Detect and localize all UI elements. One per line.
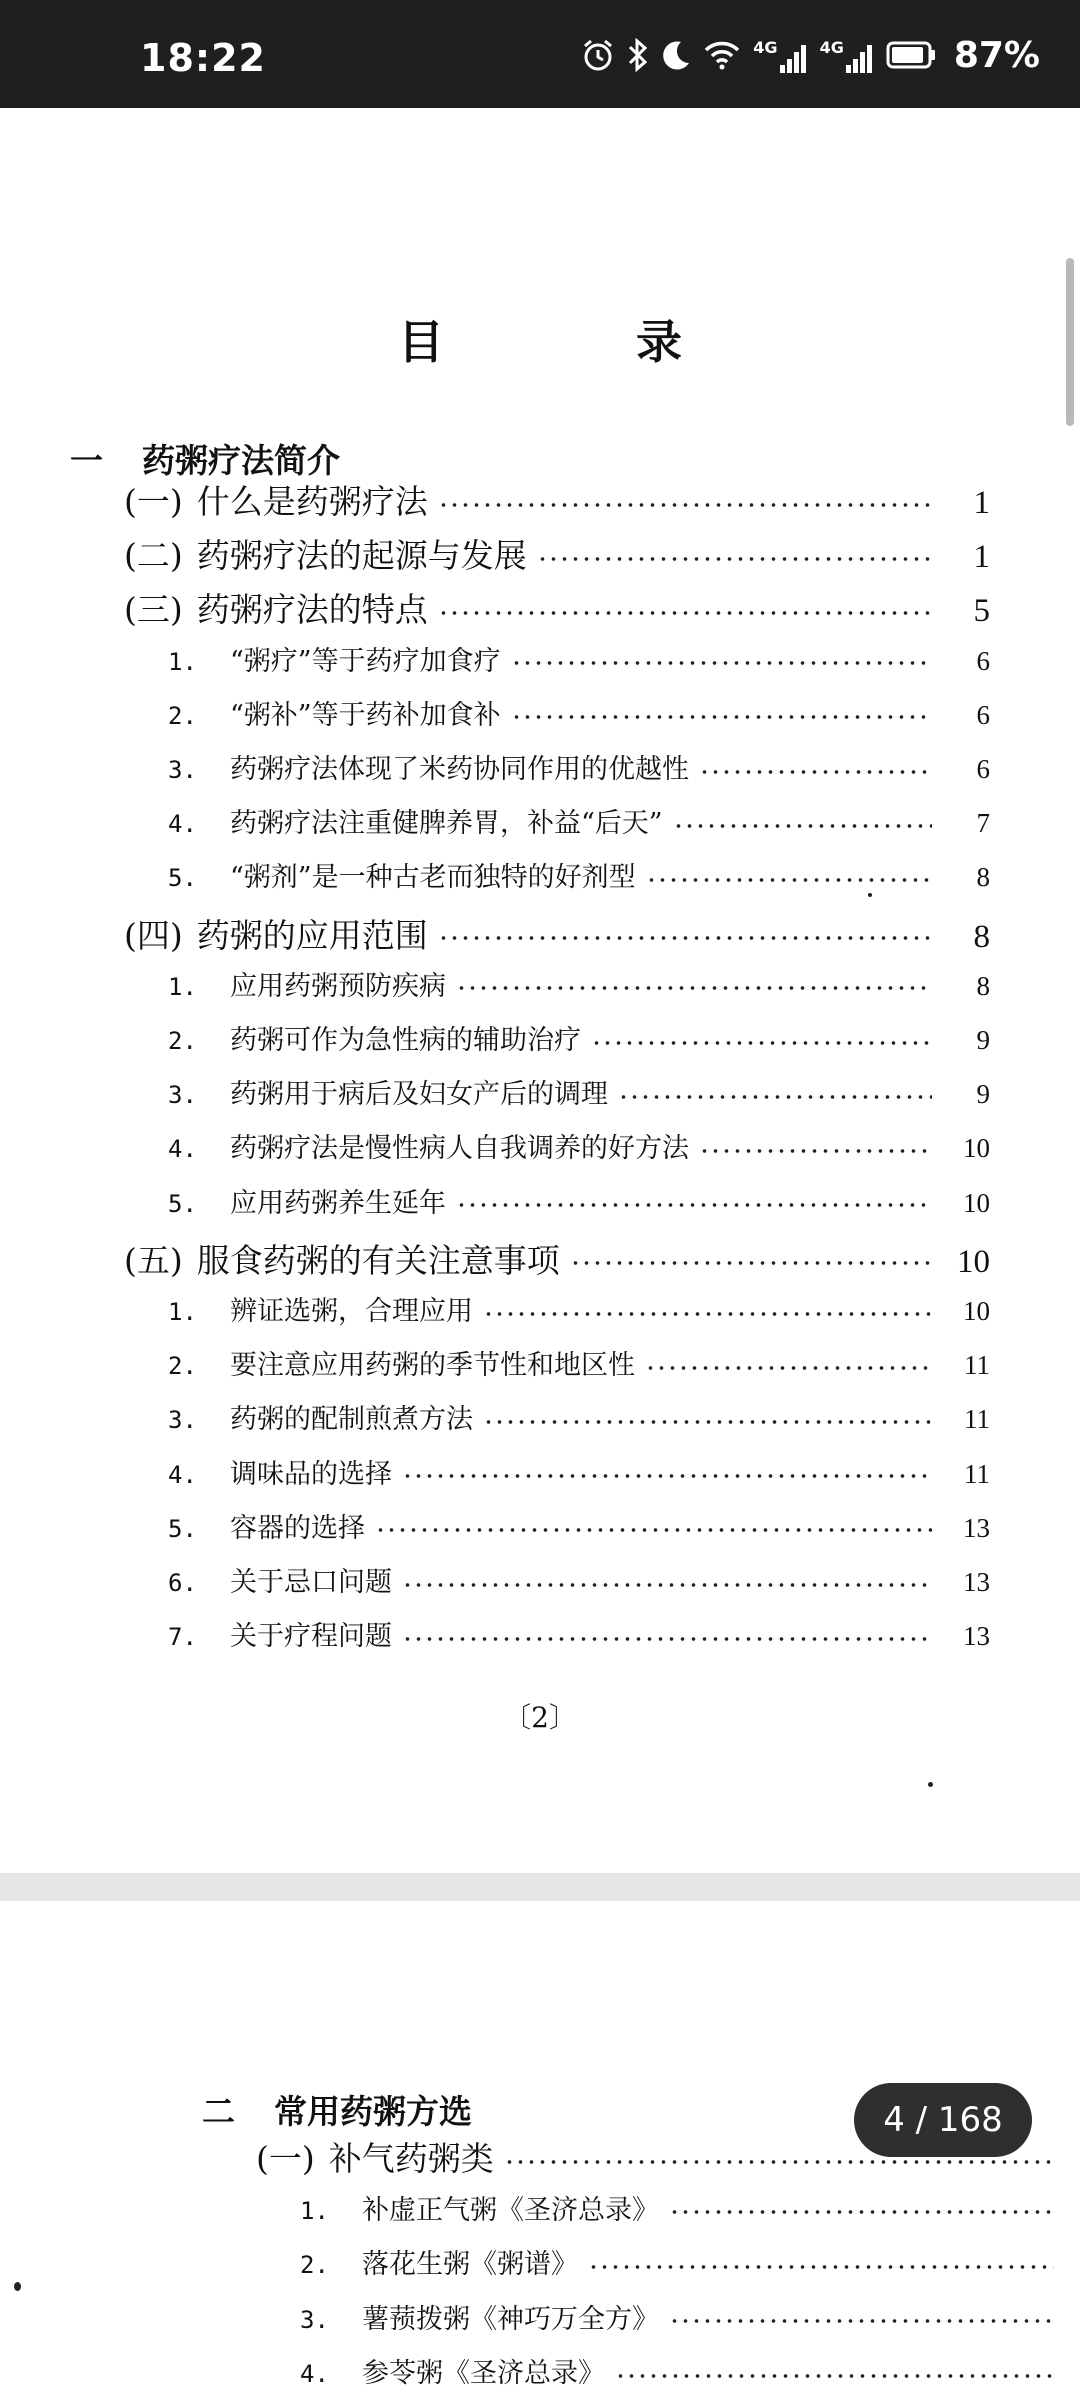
scan-speck <box>14 2282 21 2291</box>
dot-leader <box>615 2374 1054 2378</box>
toc-entry[interactable] <box>168 1181 990 1220</box>
toc-entry-label: 应用药粥预防疾病 <box>230 970 446 1002</box>
toc-entry-number: (一) <box>256 2139 315 2178</box>
toc-entry-label: “粥补”等于药补加食补 <box>230 699 501 731</box>
page-number: 〔2〕 <box>503 1701 577 1734</box>
toc-entry-number: 2. <box>168 1027 197 1055</box>
dot-leader <box>618 1095 932 1099</box>
toc-entry[interactable] <box>168 639 990 678</box>
toc-entry[interactable] <box>168 1560 990 1599</box>
toc-entry-number: 1. <box>168 1298 197 1326</box>
toc-entry[interactable] <box>168 1126 990 1165</box>
toc-entry-number: 3. <box>300 2305 329 2334</box>
toc-entry-number: 1. <box>168 647 197 676</box>
toc-entry-page: 10 <box>963 1133 990 1164</box>
dot-leader <box>591 1041 932 1045</box>
toc-entry-number: 4. <box>168 1135 197 1164</box>
dot-leader <box>402 1474 932 1478</box>
toc-entry[interactable] <box>168 693 990 732</box>
toc-entry[interactable] <box>168 1289 990 1328</box>
toc-entry-page: 11 <box>964 1458 990 1489</box>
toc-entry-number: 4. <box>168 810 197 839</box>
toc-entry-number: 2. <box>168 701 197 730</box>
toc-entry-page: 9 <box>976 1025 990 1055</box>
toc-entry[interactable] <box>168 1614 990 1653</box>
toc-entry-page: 10 <box>957 1243 990 1280</box>
pdf-page[interactable] <box>0 108 1080 1873</box>
toc-entry-number: (四) <box>124 915 183 955</box>
toc-entry[interactable] <box>168 747 990 786</box>
toc-entry[interactable] <box>124 910 990 957</box>
toc-entry-label: 药粥疗法是慢性病人自我调养的好方法 <box>230 1133 689 1165</box>
scan-speck <box>868 893 872 897</box>
toc-entry-label: 药粥的配制煎煮方法 <box>230 1404 473 1436</box>
scan-speck <box>928 1782 933 1787</box>
signal-4g-icon: 4G <box>820 38 874 73</box>
toc-entry-page: 1 <box>973 485 990 521</box>
toc-entry[interactable] <box>168 1452 990 1491</box>
dot-leader <box>645 1366 932 1370</box>
dot-leader <box>511 715 932 719</box>
toc-entry-label: “粥疗”等于药疗加食疗 <box>230 645 501 677</box>
section-heading <box>202 2086 472 2133</box>
status-bar <box>0 0 1080 108</box>
toc-entry[interactable] <box>300 2242 1064 2281</box>
dot-leader <box>438 503 932 507</box>
dot-leader <box>669 2210 1054 2214</box>
toc-entry-page: 6 <box>976 699 990 730</box>
toc-entry-label: 药粥疗法体现了米药协同作用的优越性 <box>230 754 689 785</box>
toc-entry-label: 容器的选择 <box>230 1512 365 1544</box>
toc-entry-number: 5. <box>168 1514 197 1543</box>
toc-entry-page: 5 <box>973 593 990 630</box>
page-title: 目 录 <box>397 315 770 369</box>
toc-entry-page: 13 <box>963 1567 990 1597</box>
dot-leader <box>673 824 932 828</box>
toc-entry-label: 应用药粥养生延年 <box>230 1187 446 1219</box>
dot-leader <box>438 611 932 615</box>
dot-leader <box>402 1583 932 1587</box>
toc-entry-number: 6. <box>168 1569 197 1597</box>
toc-entry-number: 4. <box>168 1460 197 1489</box>
toc-entry-number: (二) <box>124 536 183 576</box>
dot-leader <box>588 2265 1054 2269</box>
battery-icon <box>886 40 936 70</box>
scrollbar-thumb[interactable] <box>1066 258 1074 426</box>
toc-entry-label: 补虚正气粥《圣济总录》 <box>362 2194 659 2226</box>
toc-entry-number: 5. <box>168 864 197 893</box>
toc-entry-number: (一) <box>124 482 183 521</box>
toc-entry-label: 调味品的选择 <box>230 1458 392 1490</box>
signal-4g-icon: 4G <box>753 38 807 73</box>
dot-leader <box>438 936 932 940</box>
toc-entry[interactable] <box>168 1506 990 1545</box>
section-title: 常用药粥方选 <box>274 2092 472 2131</box>
toc-entry-label: 关于忌口问题 <box>230 1567 392 1598</box>
toc-entry-label: 药粥疗法的特点 <box>196 590 428 630</box>
toc-entry-label: “粥剂”是一种古老而独特的好剂型 <box>230 862 636 894</box>
toc-entry-label: 落花生粥《粥谱》 <box>362 2249 578 2280</box>
toc-entry-page: 6 <box>976 754 990 784</box>
toc-entry-number: (五) <box>124 1240 183 1280</box>
bluetooth-icon <box>627 38 649 72</box>
toc-entry-label: 参苓粥《圣济总录》 <box>362 2358 605 2389</box>
dot-leader <box>537 557 932 561</box>
toc-entry-number: (三) <box>124 590 183 630</box>
dot-leader <box>570 1261 932 1265</box>
toc-entry[interactable] <box>168 1018 990 1057</box>
toc-entry-label: 服食药粥的有关注意事项 <box>196 1240 560 1280</box>
toc-entry-label: 辨证选粥，合理应用 <box>230 1296 473 1327</box>
toc-entry[interactable] <box>300 2297 1064 2336</box>
wifi-icon <box>703 39 741 71</box>
toc-entry-number: 1. <box>300 2196 329 2225</box>
dot-leader <box>669 2319 1054 2323</box>
do-not-disturb-moon-icon <box>661 39 691 71</box>
toc-entry[interactable] <box>168 964 990 1003</box>
toc-entry-number: 3. <box>168 756 197 784</box>
dot-leader <box>402 1637 932 1641</box>
dot-leader <box>483 1420 932 1424</box>
toc-entry-label: 要注意应用药粥的季节性和地区性 <box>230 1350 635 1382</box>
toc-entry-number: 7. <box>168 1623 197 1652</box>
toc-entry-page: 8 <box>973 918 990 955</box>
toc-entry-page: 11 <box>964 1350 990 1381</box>
toc-entry[interactable] <box>300 2351 1064 2390</box>
dot-leader <box>483 1312 932 1316</box>
toc-entry-page: 11 <box>964 1404 990 1435</box>
section-number: 一 <box>70 441 103 480</box>
toc-entry-label: 药粥疗法注重健脾养胃，补益“后天” <box>230 808 663 840</box>
toc-entry-label: 薯蓣拨粥《神巧万全方》 <box>362 2303 659 2335</box>
toc-entry-page: 8 <box>976 970 990 1001</box>
section-heading <box>70 435 340 482</box>
toc-entry[interactable] <box>300 2188 1064 2227</box>
status-icons <box>581 30 1040 80</box>
dot-leader <box>699 1149 932 1153</box>
toc-entry-number: 3. <box>168 1081 197 1110</box>
section-number: 二 <box>202 2092 235 2131</box>
toc-entry-number: 2. <box>168 1352 197 1381</box>
toc-entry-number: 5. <box>168 1189 197 1218</box>
toc-entry-number: 1. <box>168 972 197 1001</box>
toc-entry[interactable] <box>168 1072 990 1111</box>
toc-entry-page: 10 <box>963 1187 990 1218</box>
toc-entry-page: 13 <box>963 1621 990 1652</box>
toc-entry-number: 4. <box>300 2360 329 2388</box>
status-time: 18:22 <box>140 36 266 80</box>
toc-entry-number: 2. <box>300 2251 329 2279</box>
page-separator <box>0 1873 1080 1903</box>
toc-entry[interactable] <box>124 476 990 523</box>
dot-leader <box>511 661 932 665</box>
toc-entry[interactable] <box>168 1397 990 1436</box>
toc-entry[interactable] <box>124 1235 990 1282</box>
toc-entry-label: 关于疗程问题 <box>230 1621 392 1653</box>
toc-entry[interactable] <box>124 584 990 631</box>
toc-entry-page: 6 <box>976 645 990 676</box>
toc-entry[interactable] <box>168 1343 990 1382</box>
toc-entry[interactable] <box>168 855 990 894</box>
toc-entry-page: 7 <box>976 808 990 839</box>
toc-entry-label: 补气药粥类 <box>328 2139 494 2178</box>
toc-entry-label: 药粥疗法的起源与发展 <box>196 536 527 576</box>
dot-leader <box>456 986 932 990</box>
toc-entry-number: 3. <box>168 1406 197 1435</box>
page-indicator: 4 / 168 <box>854 2083 1032 2157</box>
toc-entry-page: 8 <box>976 862 990 893</box>
dot-leader <box>504 2160 1054 2164</box>
toc-entry-label: 药粥可作为急性病的辅助治疗 <box>230 1025 581 1056</box>
section-title: 药粥疗法简介 <box>142 441 340 480</box>
toc-entry-label: 什么是药粥疗法 <box>196 482 428 521</box>
toc-entry-page: 10 <box>963 1296 990 1326</box>
toc-entry-page: 1 <box>973 539 990 576</box>
toc-entry-page: 13 <box>963 1512 990 1543</box>
battery-percent: 87% <box>953 34 1040 76</box>
toc-entry-label: 药粥的应用范围 <box>196 915 428 955</box>
toc-entry-label: 药粥用于病后及妇女产后的调理 <box>230 1079 608 1111</box>
toc-entry-page: 9 <box>976 1079 990 1110</box>
dot-leader <box>646 878 932 882</box>
alarm-icon <box>581 38 615 72</box>
toc-entry[interactable] <box>168 801 990 840</box>
dot-leader <box>375 1528 932 1532</box>
toc-entry[interactable] <box>124 530 990 577</box>
dot-leader <box>456 1203 932 1207</box>
dot-leader <box>699 770 932 774</box>
